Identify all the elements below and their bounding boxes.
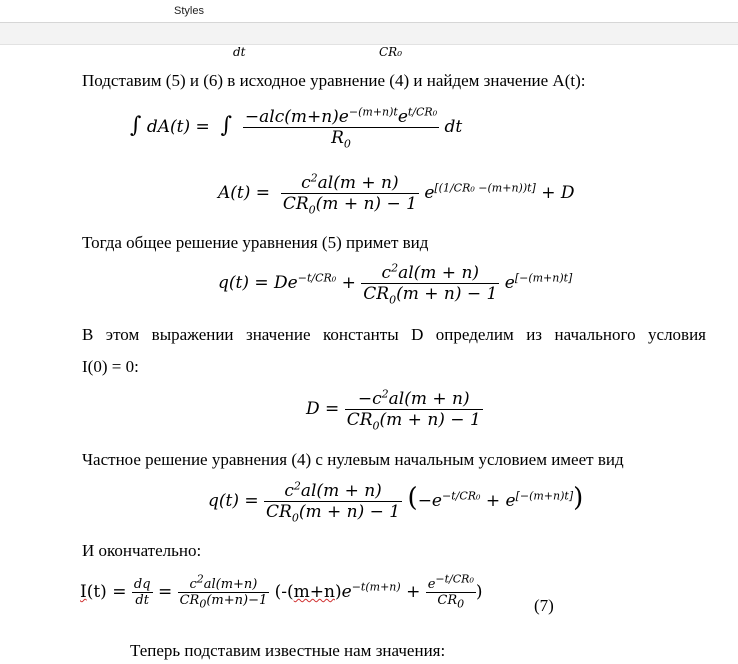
cutoff-dt: dt <box>233 45 246 59</box>
paragraph-constant-line1: В этом выражении значение константы D определим из начального условия <box>82 325 706 344</box>
paragraph-general-solution: Тогда общее решение уравнения (5) примет вид <box>82 233 429 252</box>
cutoff-cr0: CR₀ <box>379 45 403 59</box>
paragraph-finally: И окончательно: <box>82 541 202 560</box>
equation-number-seven: (7) <box>534 596 554 615</box>
equation-d: D = $\frac{-c^2al(m + n)}{CR_0(m + n) - 1}$ <box>306 387 481 433</box>
document-page <box>0 45 738 664</box>
equation-q-general: $q(t) = De^{-t/CR_0}$ + $\frac{c^2al(m + n)}{CR_0(m + n) - 1}$ e[−(m+n)t] <box>218 261 573 307</box>
ribbon-bar <box>0 0 738 23</box>
paragraph-substitute-values: Теперь подставим известные нам значения: <box>130 641 446 660</box>
equation-q-particular: q(t) = $\frac{c^2al(m + n)}{CR_0(m + n) - 1}$ $(-e^{-t/CR_0} + e[-(m+n)t])$ <box>208 479 584 525</box>
ribbon-separator <box>0 23 738 45</box>
paragraph-particular-solution: Частное решение уравнения (4) с нулевым начальным условием имеет вид <box>82 450 624 469</box>
paragraph-substitute: Подставим (5) и (6) в исходное уравнение (4) и найдем значение A(t): <box>82 71 586 90</box>
styles-group-label[interactable]: Styles <box>174 5 204 17</box>
equation-a-of-t: A(t) = $\frac{c^2al(m + n)}{CR_0(m + n) - 1}$ e[(1/CR₀ −(m+n))t] + D <box>218 171 575 217</box>
equation-integral: ∫ dA(t) = ∫ $\frac{-alc(m+n)e^{-(m+n)t}e^{t/CR_0}}{R_0}$ dt <box>130 105 463 151</box>
equation-current-seven: I(t) = $\frac{dq}{dt}$ = $\frac{c^2al(m+n)}{CR_0(m+n)-1}$ ($-(m+n)e^{-t(m+n)}$ + $\frac{e^{-t/CR_0}}{CR_0}$ ) <box>80 572 483 611</box>
paragraph-constant-line2: I(0) = 0: <box>82 357 139 376</box>
